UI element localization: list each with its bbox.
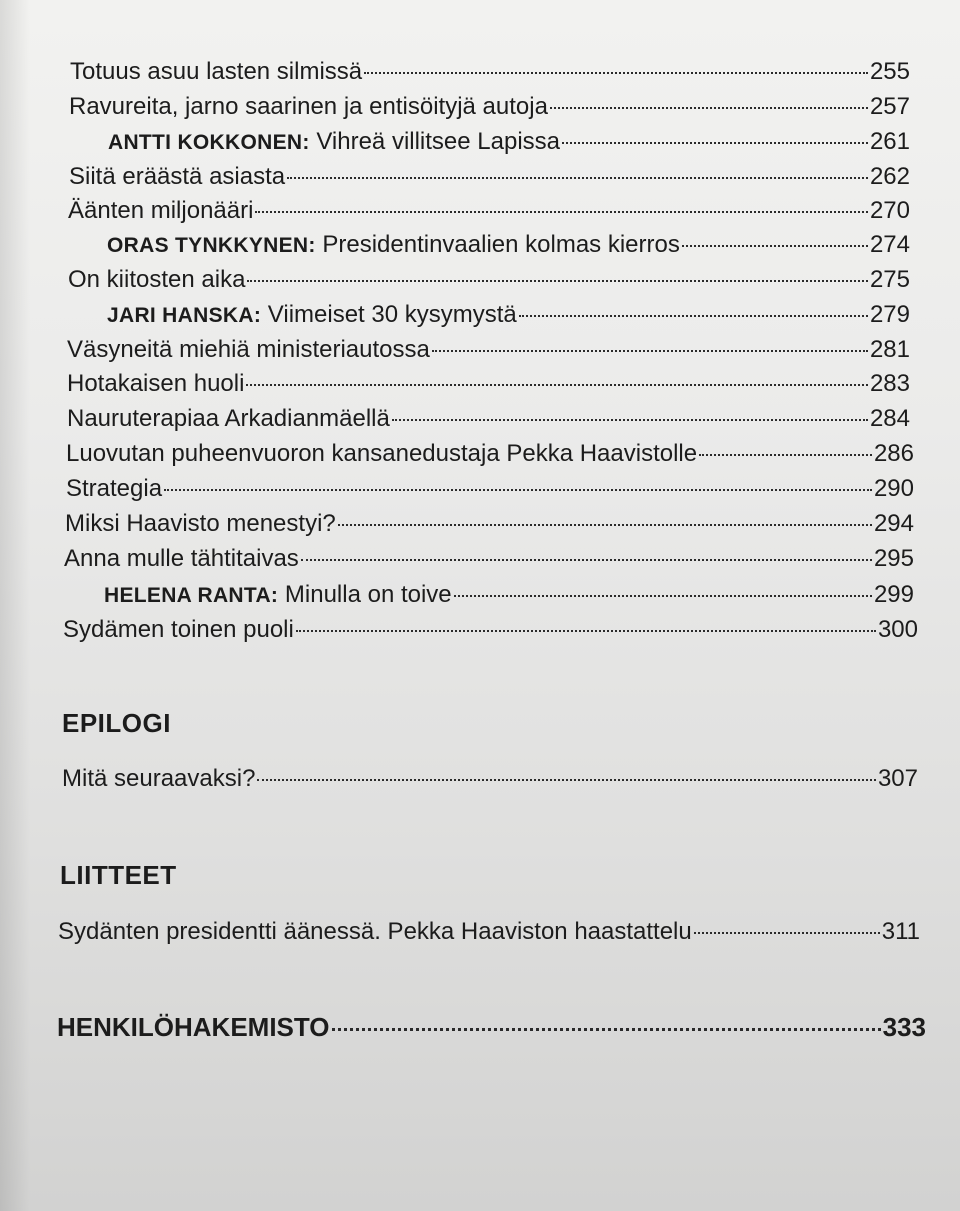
toc-entry xyxy=(104,579,914,611)
toc-entry-title: Hotakaisen huoli xyxy=(67,370,245,397)
toc-entry xyxy=(67,334,910,366)
toc-entry-title: Ravureita, jarno saarinen ja entisöityjä autoja xyxy=(69,93,548,120)
toc-entry-page: 257 xyxy=(869,93,910,120)
leader-dots xyxy=(550,107,868,109)
toc-entry-page: 255 xyxy=(869,58,910,85)
toc-entry xyxy=(69,161,910,193)
toc-entry-author: ORAS TYNKKYNEN: xyxy=(107,234,316,257)
toc-entry xyxy=(67,368,910,400)
toc-entry-title: Strategia xyxy=(66,475,163,502)
leader-dots xyxy=(287,177,868,179)
section-heading-liitteet: LIITTEET xyxy=(60,860,177,890)
toc-entry-page: 262 xyxy=(869,163,910,190)
toc-entry-page: 275 xyxy=(869,266,910,293)
toc-entry-title: Sydänten presidentti äänessä. Pekka Haaviston haastattelu xyxy=(58,918,692,945)
toc-entry-page: 279 xyxy=(869,301,910,328)
toc-entry-page: 283 xyxy=(869,370,910,397)
toc-entry-page: 290 xyxy=(873,475,914,502)
toc-entry xyxy=(68,264,910,296)
toc-entry xyxy=(62,763,918,795)
toc-entry-title-text: Presidentinvaalien kolmas kierros xyxy=(322,231,680,258)
toc-entry-title: Totuus asuu lasten silmissä xyxy=(70,58,363,85)
toc-entry-title: Sydämen toinen puoli xyxy=(63,616,294,643)
toc-entry-title xyxy=(108,126,560,159)
leader-dots xyxy=(296,630,876,632)
leader-dots xyxy=(694,932,880,934)
toc-entry-title: Miksi Haavisto menestyi? xyxy=(65,510,336,537)
toc-entry-author: ANTTI KOKKONEN: xyxy=(108,131,310,154)
leader-dots xyxy=(699,454,872,456)
section-heading-epilogi: EPILOGI xyxy=(62,708,171,738)
toc-entry-author: JARI HANSKA: xyxy=(107,304,262,327)
toc-entry-title: Väsyneitä miehiä ministeriautossa xyxy=(67,336,430,363)
toc-entry-page: 281 xyxy=(869,336,910,363)
toc-entry xyxy=(69,91,910,123)
toc-entry xyxy=(68,195,910,227)
leader-dots xyxy=(332,1028,881,1031)
leader-dots xyxy=(519,315,868,317)
toc-entry xyxy=(107,299,910,331)
leader-dots xyxy=(247,280,868,282)
toc-entry xyxy=(67,403,910,435)
toc-entry-title-text: Vihreä villitsee Lapissa xyxy=(316,128,561,155)
toc-entry xyxy=(58,916,920,948)
leader-dots xyxy=(682,245,868,247)
toc-entry-page: 270 xyxy=(869,197,910,224)
toc-entry-title: On kiitosten aika xyxy=(68,266,246,293)
toc-entry-page: 307 xyxy=(877,765,918,792)
toc-entry-title: Äänten miljonääri xyxy=(68,197,254,224)
toc-entry-index xyxy=(57,1011,926,1043)
leader-dots xyxy=(301,559,872,561)
toc-entry-author: HELENA RANTA: xyxy=(104,584,279,607)
leader-dots xyxy=(164,489,872,491)
toc-entry xyxy=(66,438,914,470)
toc-entry-page: 333 xyxy=(882,1012,926,1042)
toc-entry-title xyxy=(107,299,517,332)
toc-entry xyxy=(107,229,910,261)
toc-entry-page: 299 xyxy=(873,581,914,608)
toc-entry-page: 286 xyxy=(873,440,914,467)
leader-dots xyxy=(255,211,868,213)
leader-dots xyxy=(432,350,868,352)
toc-entry-title-text: Viimeiset 30 kysymystä xyxy=(267,301,517,328)
leader-dots xyxy=(246,384,868,386)
toc-entry-page: 300 xyxy=(877,616,918,643)
toc-entry-title: Anna mulle tähtitaivas xyxy=(64,545,299,572)
toc-entry xyxy=(64,543,914,575)
toc-entry-title: Mitä seuraavaksi? xyxy=(62,765,256,792)
toc-entry-page: 284 xyxy=(869,405,910,432)
toc-entry-page: 294 xyxy=(873,510,914,537)
toc-entry xyxy=(108,126,910,158)
toc-entry-page: 261 xyxy=(869,128,910,155)
toc-entry-title: Nauruterapiaa Arkadianmäellä xyxy=(67,405,390,432)
toc-entry xyxy=(66,473,914,505)
toc-entry-title xyxy=(107,229,680,262)
toc-entry-title: Siitä eräästä asiasta xyxy=(69,163,286,190)
toc-entry xyxy=(65,508,914,540)
leader-dots xyxy=(338,524,872,526)
toc-entry-title: HENKILÖHAKEMISTO xyxy=(57,1012,330,1042)
leader-dots xyxy=(454,595,872,597)
toc-entry-title xyxy=(104,579,452,612)
leader-dots xyxy=(392,419,868,421)
toc-entry-page: 274 xyxy=(869,231,910,258)
toc-entry-title: Luovutan puheenvuoron kansanedustaja Pekka Haavistolle xyxy=(66,440,698,467)
leader-dots xyxy=(257,779,876,781)
toc-entry xyxy=(63,614,918,646)
toc-entry-page: 311 xyxy=(881,918,920,945)
toc-entry-title-text: Minulla on toive xyxy=(284,581,452,608)
leader-dots xyxy=(562,142,868,144)
toc-entry xyxy=(70,56,910,88)
leader-dots xyxy=(364,72,868,74)
toc-entry-page: 295 xyxy=(873,545,914,572)
